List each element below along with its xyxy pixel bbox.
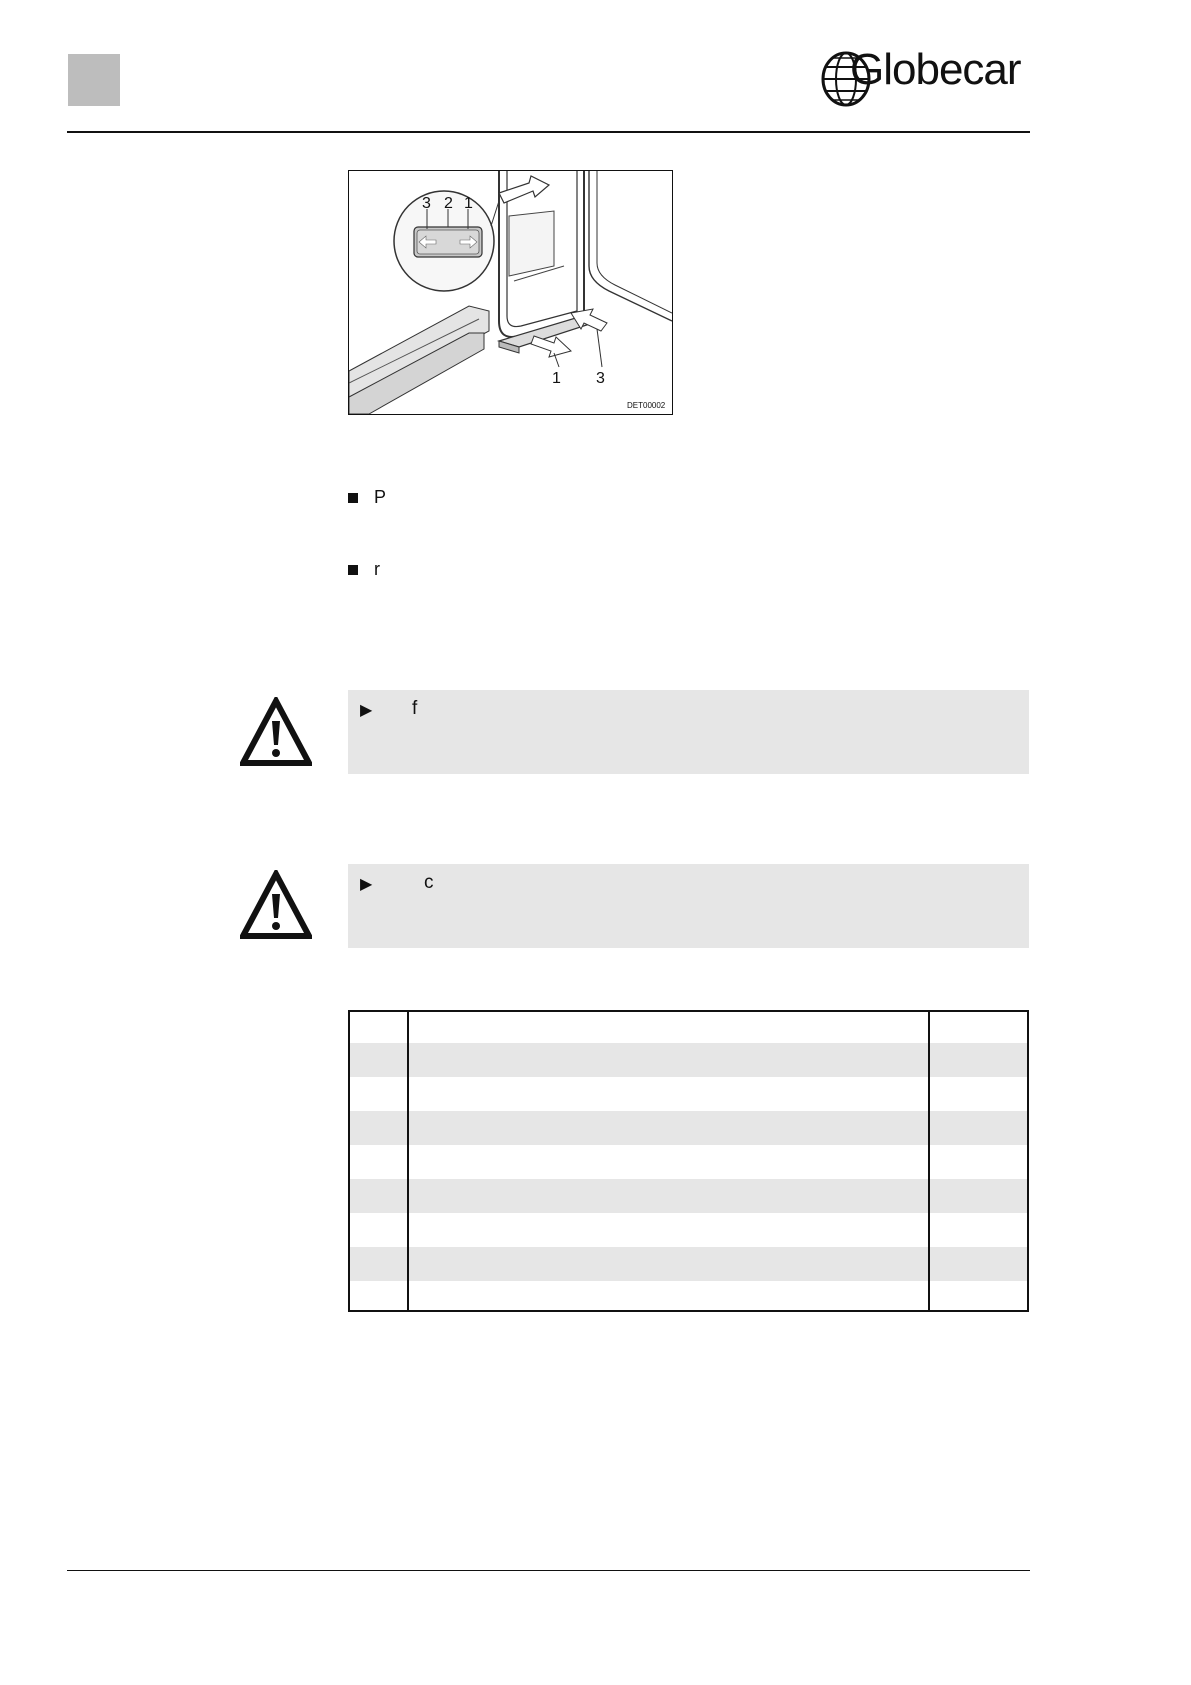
header-rule [67, 131, 1030, 133]
warning-text: c [424, 872, 434, 893]
inset-label-3: 3 [422, 195, 431, 212]
bullet-item [348, 487, 386, 508]
bullet-item [348, 559, 380, 580]
table-row [350, 1111, 1027, 1145]
callout-label-3: 3 [596, 370, 605, 387]
inset-label-1: 1 [464, 195, 473, 212]
callout-label-1: 1 [552, 370, 561, 387]
warning-text: f [412, 698, 418, 719]
table-header [350, 1012, 1027, 1045]
table-row [350, 1179, 1027, 1213]
warning-triangle-icon [240, 697, 312, 767]
table-row [350, 1281, 1027, 1315]
warning-box [348, 864, 1029, 948]
bullet-text: r [374, 559, 380, 579]
table-row [350, 1247, 1027, 1281]
bullet-text: P [374, 487, 387, 507]
sliding-step-figure [348, 170, 673, 415]
table-column-divider [407, 1012, 409, 1310]
footer-rule [67, 1570, 1030, 1571]
table-column-divider [928, 1012, 930, 1310]
warning-triangle-icon [240, 870, 312, 940]
bullet-marker [348, 565, 358, 575]
bullet-marker [348, 493, 358, 503]
table-row [350, 1043, 1027, 1077]
inset-label-2: 2 [444, 195, 453, 212]
table-row [350, 1213, 1027, 1247]
logo-text: Globecar [850, 45, 1021, 94]
table-row [350, 1145, 1027, 1179]
figure-code: DET00002 [627, 401, 666, 410]
arrow-right-icon: ▶ [360, 702, 373, 719]
arrow-right-icon: ▶ [360, 876, 373, 893]
table-row [350, 1077, 1027, 1111]
data-table [348, 1010, 1029, 1312]
globecar-logo [820, 44, 1030, 110]
warning-box [348, 690, 1029, 774]
section-marker [68, 54, 120, 106]
